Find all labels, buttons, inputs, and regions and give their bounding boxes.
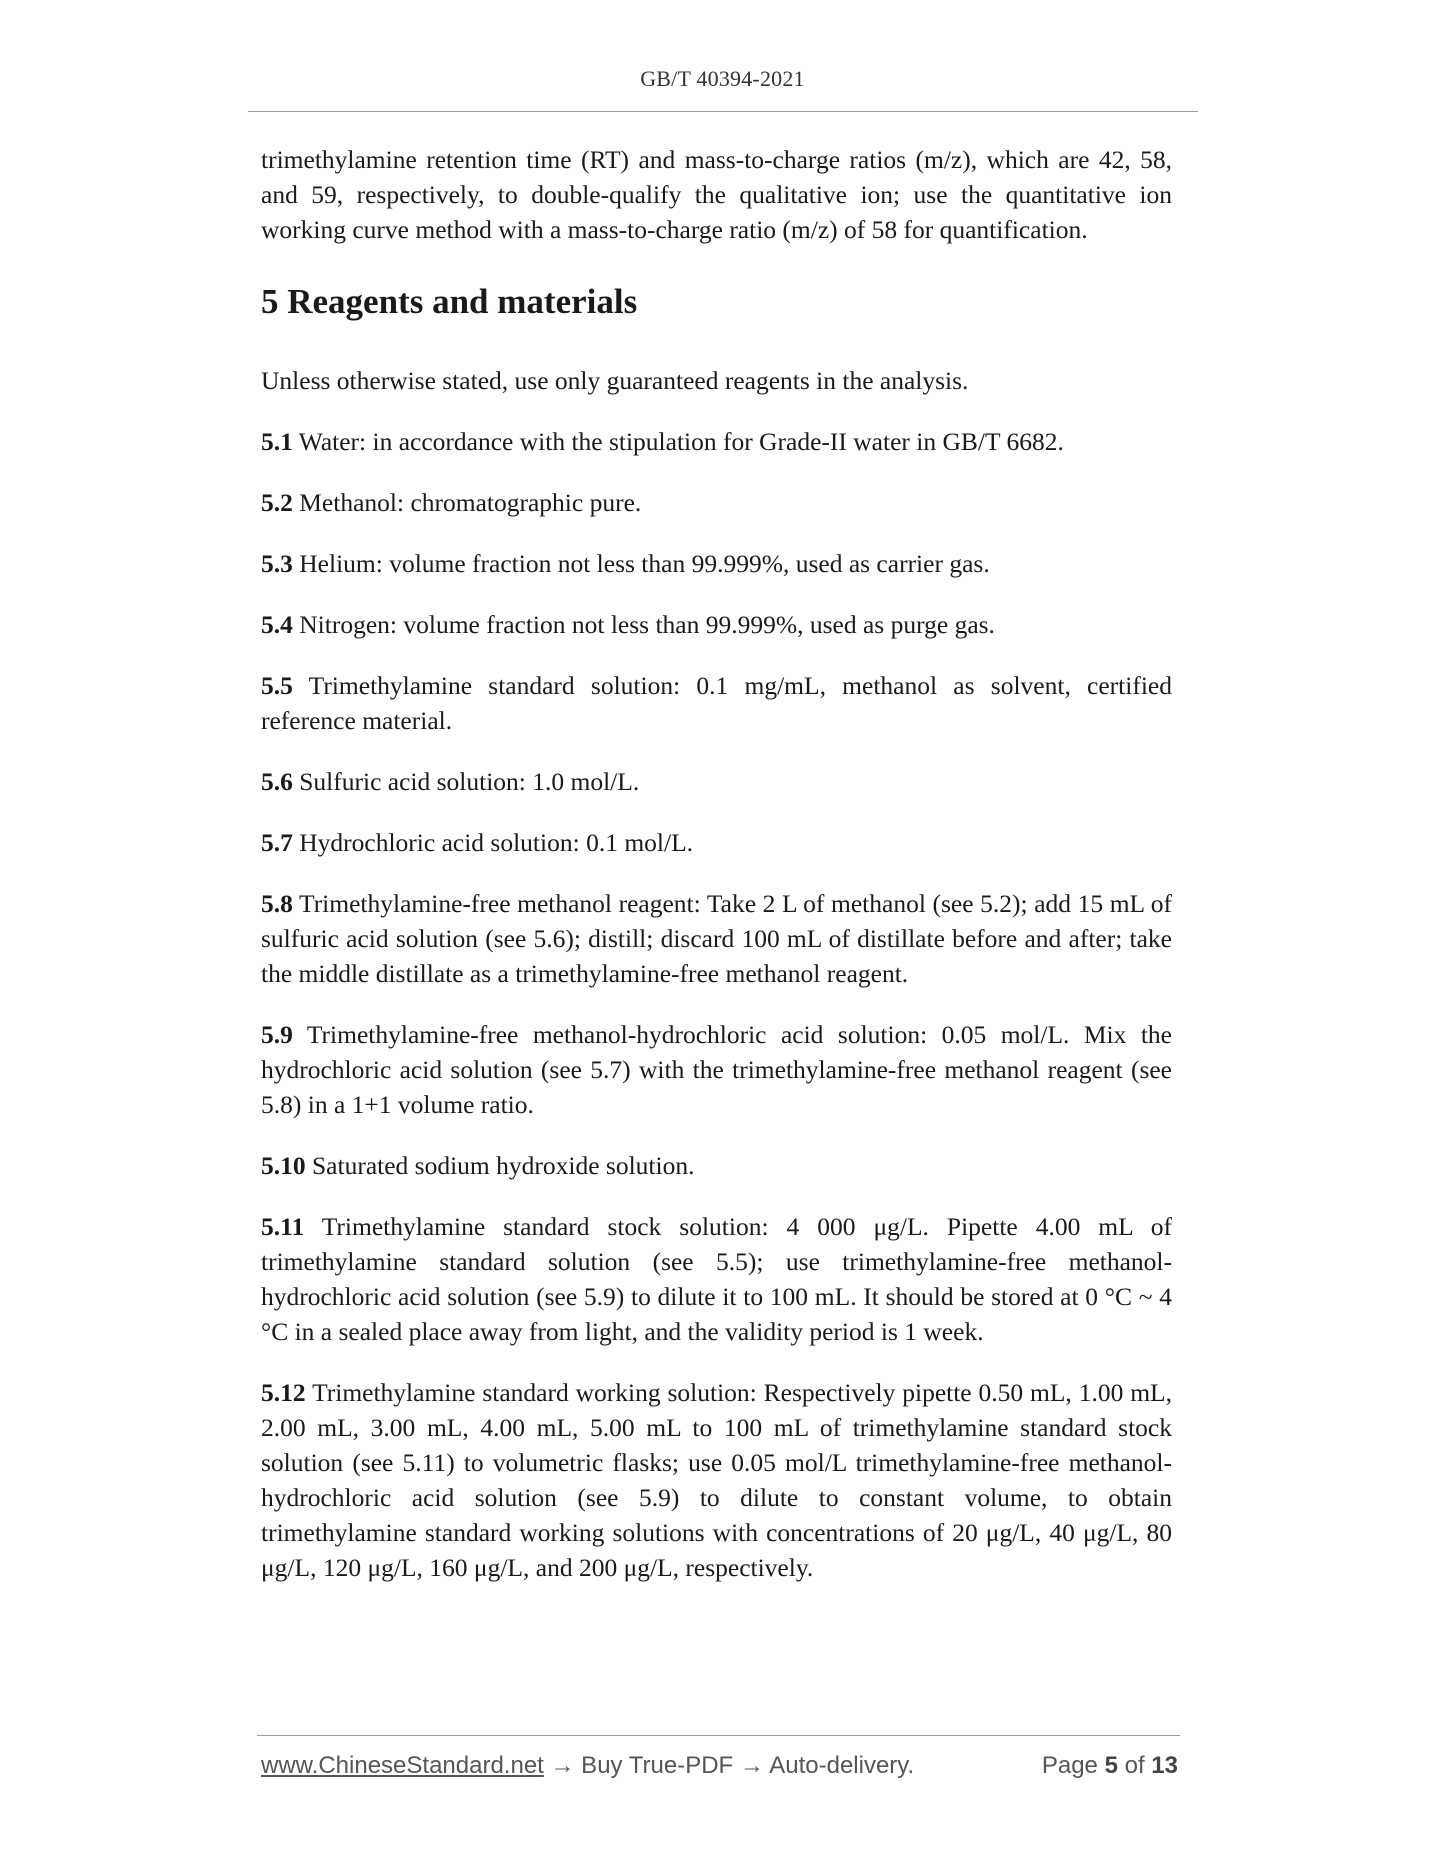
header-doc-id: GB/T 40394-2021	[640, 66, 805, 91]
clause-number: 5.7	[261, 828, 293, 857]
clause-5-12	[261, 1375, 1172, 1585]
clause-5-10	[261, 1148, 1172, 1183]
clause-text: Trimethylamine standard stock solution: 4 000 μg/L. Pipette 4.00 mL of trimethylamine standard solution (see 5.5); use trimethylamine-free methanol-hydrochloric acid solution (see 5.9) to dilute it to 100 mL. It should be stored at 0 °C ~ 4 °C in a sealed place away from light, and the validity period is 1 week.	[261, 1212, 1172, 1346]
clause-text: Helium: volume fraction not less than 99.999%, used as carrier gas.	[299, 549, 990, 578]
footer-tagline: → Buy True-PDF → Auto-delivery.	[543, 1752, 915, 1779]
clause-number: 5.6	[261, 767, 293, 796]
clause-5-6	[261, 764, 1172, 799]
clause-5-4	[261, 607, 1172, 642]
clause-number: 5.8	[261, 889, 293, 918]
clause-text: Water: in accordance with the stipulation for Grade-II water in GB/T 6682.	[298, 427, 1064, 456]
clause-5-3	[261, 546, 1172, 581]
clause-number: 5.1	[261, 427, 293, 456]
clause-number: 5.10	[261, 1151, 306, 1180]
clause-5-7	[261, 825, 1172, 860]
clause-number: 5.12	[261, 1378, 306, 1407]
clause-5-9	[261, 1017, 1172, 1122]
clause-text: Sulfuric acid solution: 1.0 mol/L.	[299, 767, 640, 796]
clause-number: 5.9	[261, 1020, 293, 1049]
page-number	[1042, 1752, 1178, 1780]
clause-5-2	[261, 485, 1172, 520]
website-link[interactable]: www.ChineseStandard.net	[261, 1752, 544, 1779]
page-body	[261, 142, 1172, 1611]
page-footer	[261, 1752, 1178, 1786]
section-title: 5 Reagents and materials	[261, 282, 638, 321]
clause-text: Trimethylamine standard working solution: Respectively pipette 0.50 mL, 1.00 mL, 2.00 mL, 3.00 mL, 4.00 mL, 5.00 mL to 100 mL of trimethylamine standard stock solution (see 5.11) to volumetric flasks; use 0.05 mol/L trimethylamine-free methanol-hydrochloric acid solution (see 5.9) to dilute to constant volume, to obtain trimethylamine standard working solutions with concentrations of 20 μg/L, 40 μg/L, 80 μg/L, 120 μg/L, 160 μg/L, and 200 μg/L, respectively.	[261, 1378, 1172, 1582]
clause-5-11	[261, 1209, 1172, 1349]
clause-5-1	[261, 424, 1172, 459]
footer-divider	[257, 1735, 1180, 1736]
page-total: 13	[1151, 1752, 1178, 1779]
clause-5-5	[261, 668, 1172, 738]
clause-text: Trimethylamine-free methanol-hydrochloric acid solution: 0.05 mol/L. Mix the hydrochloric acid solution (see 5.7) with the trimethylamine-free methanol reagent (see 5.8) in a 1+1 volume ratio.	[261, 1020, 1172, 1119]
clause-text: Trimethylamine-free methanol reagent: Take 2 L of methanol (see 5.2); add 15 mL of sulfuric acid solution (see 5.6); distill; discard 100 mL of distillate before and after; take the middle distillate as a trimethylamine-free methanol reagent.	[261, 889, 1172, 988]
page-current: 5	[1104, 1752, 1118, 1779]
clause-number: 5.4	[261, 610, 293, 639]
clause-5-8	[261, 886, 1172, 991]
clause-number: 5.2	[261, 488, 293, 517]
clause-number: 5.11	[261, 1212, 305, 1241]
clause-number: 5.5	[261, 671, 293, 700]
intro-paragraph: trimethylamine retention time (RT) and mass-to-charge ratios (m/z), which are 42, 58, and 59, respectively, to double-qualify the qualitative ion; use the quantitative ion working curve method with a mass-to-charge ratio (m/z) of 58 for quantification.	[261, 145, 1172, 244]
clause-text: Nitrogen: volume fraction not less than 99.999%, used as purge gas.	[299, 610, 995, 639]
clause-text: Trimethylamine standard solution: 0.1 mg/mL, methanol as solvent, certified reference material.	[261, 671, 1172, 735]
clause-text: Methanol: chromatographic pure.	[299, 488, 642, 517]
clause-text: Saturated sodium hydroxide solution.	[312, 1151, 695, 1180]
clause-number: 5.3	[261, 549, 293, 578]
page-label: Page	[1041, 1752, 1098, 1779]
footer-promo	[261, 1752, 914, 1780]
page-header	[0, 66, 1445, 92]
page-of: of	[1124, 1752, 1145, 1779]
clause-text: Hydrochloric acid solution: 0.1 mol/L.	[299, 828, 694, 857]
header-divider	[248, 111, 1198, 112]
section-preamble: Unless otherwise stated, use only guaranteed reagents in the analysis.	[261, 366, 969, 395]
